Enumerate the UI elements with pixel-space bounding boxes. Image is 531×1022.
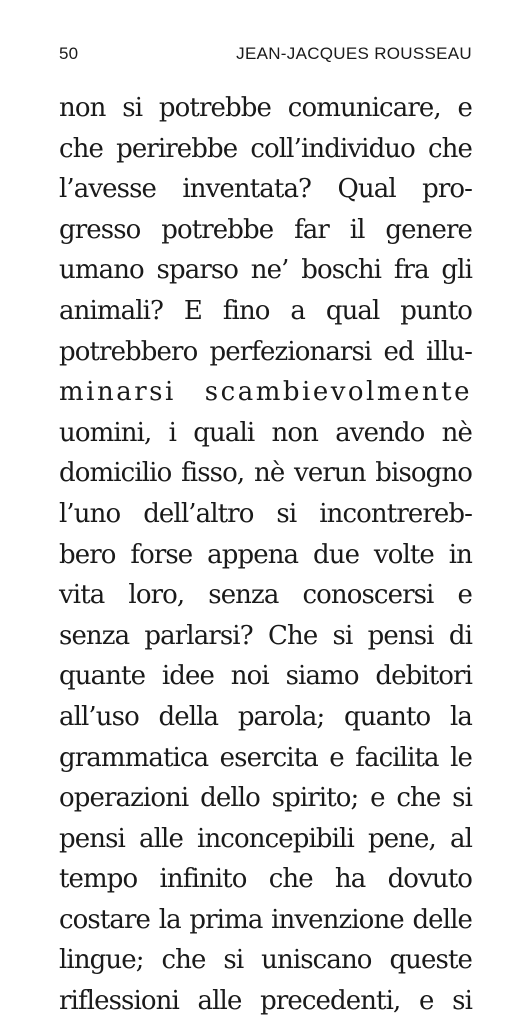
- text-line: l’avesse inventata? Qual pro-: [59, 174, 472, 205]
- text-line: che perirebbe coll’individuo che: [59, 133, 472, 164]
- text-line: potrebbero perfezionarsi ed illu-: [59, 336, 472, 367]
- page-number: 50: [59, 44, 79, 63]
- text-line: lingue; che si uniscano queste: [59, 945, 472, 976]
- text-line: operazioni dello spirito; e che si: [59, 783, 472, 814]
- body-text: [59, 88, 472, 1022]
- text-line: non si potrebbe comunicare, e: [59, 93, 472, 123]
- page-header: [59, 44, 472, 68]
- text-line: all’uso della parola; quanto la: [59, 701, 472, 732]
- text-line: l’uno dell’altro si incontrereb-: [59, 498, 472, 529]
- text-line: animali? E fino a qual punto: [59, 295, 472, 326]
- text-line: riflessioni alle precedenti, e si: [59, 986, 472, 1017]
- text-line: quante idee noi siamo debitori: [59, 661, 472, 692]
- text-line: domicilio fisso, nè verun bisogno: [59, 458, 472, 489]
- text-line: senza parlarsi? Che si pensi di: [59, 620, 472, 651]
- text-line: tempo infinito che ha dovuto: [59, 864, 472, 895]
- text-line: grammatica esercita e facilita le: [59, 742, 472, 773]
- text-line: bero forse appena due volte in: [59, 539, 472, 570]
- text-line: gresso potrebbe far il genere: [59, 214, 472, 245]
- text-line: vita loro, senza conoscersi e: [59, 580, 472, 611]
- text-line: pensi alle inconcepibili pene, al: [59, 823, 472, 854]
- text-line: umano sparso ne’ boschi fra gli: [59, 255, 472, 286]
- running-head: JEAN-JACQUES ROUSSEAU: [236, 44, 472, 63]
- text-line: uomini, i quali non avendo nè: [59, 417, 472, 448]
- text-line: minarsi scambievolmente: [59, 377, 472, 408]
- text-line: costare la prima invenzione delle: [59, 904, 472, 935]
